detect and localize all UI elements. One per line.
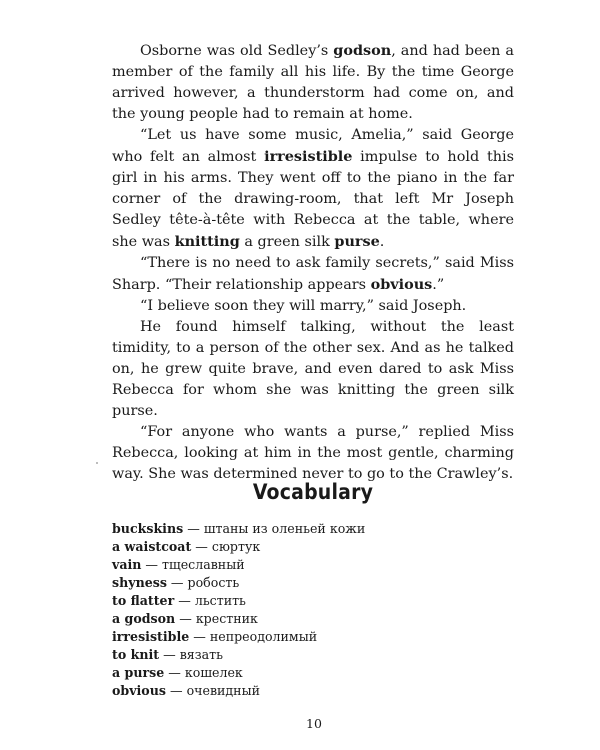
vocab-translation: тщеславный xyxy=(162,557,245,572)
vocab-translation: штаны из оленьей кожи xyxy=(203,521,366,536)
vocab-term: obvious xyxy=(112,683,166,698)
vocab-term: vain xyxy=(112,557,142,572)
vocab-translation: очевидный xyxy=(186,683,260,698)
vocab-term: shyness xyxy=(112,575,167,590)
text-run: “I believe soon they will marry,” said Joseph. xyxy=(140,298,467,314)
vocab-entry xyxy=(112,664,365,682)
vocab-term: buckskins xyxy=(112,521,184,536)
vocab-term: a purse xyxy=(112,665,165,680)
paragraph xyxy=(112,125,514,253)
bold-word: irresistible xyxy=(264,148,353,165)
paragraph xyxy=(112,317,514,422)
vocab-translation: льстить xyxy=(194,593,246,608)
bold-word: purse xyxy=(334,233,380,250)
page-number: 10 xyxy=(306,716,322,731)
text-run: .” xyxy=(432,277,445,293)
vocab-entry xyxy=(112,646,365,664)
vocab-dash: — xyxy=(191,539,212,554)
bold-word: godson xyxy=(333,42,392,59)
text-run: . xyxy=(379,234,385,250)
vocab-translation: робость xyxy=(187,575,240,590)
vocab-entry xyxy=(112,610,365,628)
story-text xyxy=(112,40,514,485)
text-run: a green silk xyxy=(239,234,335,250)
text-run: Osborne was old Sedley’s xyxy=(140,43,334,59)
vocab-term: to flatter xyxy=(112,593,175,608)
vocab-translation: сюртук xyxy=(211,539,261,554)
vocab-translation: кошелек xyxy=(184,665,243,680)
text-run: impulse to hold this girl in his arms. They went off to the piano in the far corner of the drawing-room, that left Mr Joseph Sedley tête-à-tête with Rebecca at the table, where she was xyxy=(112,149,514,250)
vocab-dash: — xyxy=(159,647,180,662)
vocabulary-list xyxy=(112,520,365,700)
vocab-dash: — xyxy=(174,593,195,608)
vocab-dash: — xyxy=(166,575,188,590)
bold-word: obvious xyxy=(370,276,433,293)
paragraph xyxy=(112,296,514,317)
text-run: “There is no need to ask family secrets,” said Miss Sharp. “Their relationship appears xyxy=(112,255,514,293)
scan-speck xyxy=(96,462,98,464)
vocab-term: irresistible xyxy=(112,629,190,644)
vocab-term: a godson xyxy=(112,611,176,626)
vocab-entry xyxy=(112,592,365,610)
text-run: “For anyone who wants a purse,” replied Miss Rebecca, looking at him in the most gentle, charming way. She was determined never to go to the Crawley’s. xyxy=(112,424,514,482)
vocab-translation: крестник xyxy=(195,611,258,626)
text-run: “Let us have some music, Amelia,” said George who felt an almost xyxy=(112,127,514,165)
vocab-dash: — xyxy=(164,665,185,680)
paragraph xyxy=(112,40,514,125)
vocab-entry xyxy=(112,538,365,556)
vocab-dash: — xyxy=(175,611,196,626)
vocab-dash: — xyxy=(141,557,163,572)
vocab-term: to knit xyxy=(112,647,160,662)
bold-word: knitting xyxy=(174,233,240,250)
paragraph xyxy=(112,422,514,485)
vocabulary-heading: Vocabulary xyxy=(252,480,374,504)
vocab-entry xyxy=(112,556,365,574)
vocab-term: a waistcoat xyxy=(112,539,192,554)
paragraph xyxy=(112,253,514,296)
vocab-translation: непреодолимый xyxy=(209,629,318,644)
text-run: , and had been a member of the family all his life. By the time George arrived however, a thunderstorm had come on, and the young people had to remain at home. xyxy=(112,43,514,122)
vocab-dash: — xyxy=(189,629,210,644)
vocab-dash: — xyxy=(183,521,204,536)
vocab-entry xyxy=(112,628,365,646)
vocab-translation: вязать xyxy=(179,647,223,662)
vocab-entry xyxy=(112,574,365,592)
vocab-entry xyxy=(112,520,365,538)
vocab-entry xyxy=(112,682,365,700)
vocab-dash: — xyxy=(165,683,187,698)
text-run: He found himself talking, without the least timidity, to a person of the other sex. And as he talked on, he grew quite brave, and even dared to ask Miss Rebecca for whom she was knitting the green silk purse. xyxy=(112,319,514,419)
